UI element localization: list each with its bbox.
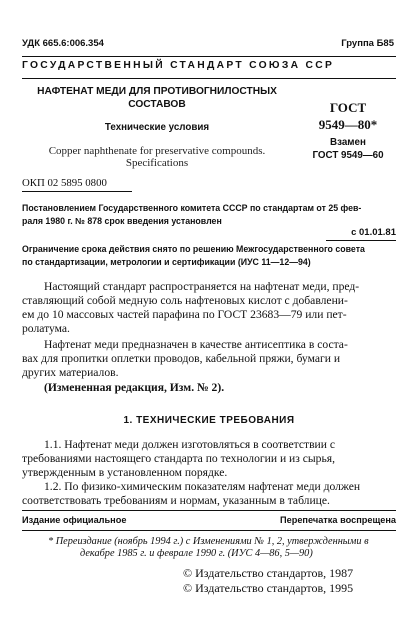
header-rule-top [22, 56, 396, 57]
standard-title: ГОСУДАРСТВЕННЫЙ СТАНДАРТ СОЮЗА ССР [22, 60, 335, 71]
group-code: Группа Б85 [341, 38, 394, 49]
limitation-line-1: Ограничение срока действия снято по решению Межгосударственного совета [22, 244, 365, 254]
english-title-line-1: Copper naphthenate for preservative compounds. [48, 145, 266, 157]
document-subtitle: Технические условия [104, 122, 210, 133]
decree-text [22, 202, 396, 228]
document-title-line-2: СОСТАВОВ [128, 99, 186, 110]
intro-p1-line-2: ставляющий собой медную соль нафтеновых кислот с добавлени- [22, 294, 348, 307]
intro-p1-line-3: ем до 10 массовых частей парафина по ГОСТ 23683—79 или пет- [22, 308, 347, 321]
clause-1-2-line-1: 1.2. По физико-химическим показателям нафтенат меди должен [44, 480, 361, 493]
decree-date: с 01.01.81 [351, 227, 396, 238]
clause-1-1-line-1: 1.1. Нафтенат меди должен изготовляться в соответствии с [44, 438, 336, 451]
amendment-note: (Измененная редакция, Изм. № 2). [44, 381, 225, 394]
gost-number: 9549—80* [318, 117, 378, 132]
decree-date-rule [326, 240, 396, 241]
document-title [22, 85, 292, 111]
intro-p2-line-1: Нафтенат меди предназначен в качестве антисептика в соста- [44, 338, 348, 351]
intro-paragraph-2 [22, 338, 396, 380]
section-heading: 1. ТЕХНИЧЕСКИЕ ТРЕБОВАНИЯ [123, 415, 295, 426]
clause-1-2-line-2: соответствовать требованиям и нормам, указанным в таблице. [22, 494, 330, 507]
decree-line-2: раля 1980 г. № 878 срок введения установлен [22, 216, 222, 226]
english-title-line-2: Specifications [125, 157, 189, 169]
reissue-note-line-1: * Переиздание (ноябрь 1994 г.) с Изменениями № 1, 2, утвержденными в [48, 536, 369, 547]
reissue-note-line-2: декабре 1985 г. и феврале 1990 г. (ИУС 4—86, 5—90) [80, 548, 313, 559]
footer-rule [22, 510, 396, 511]
udk-code: УДК 665.6:006.354 [22, 38, 104, 49]
copyright-1995: © Издательство стандартов, 1995 [183, 581, 354, 595]
intro-p1-line-4: ролатума. [22, 322, 70, 335]
clause-1-1-line-3: утвержденным в установленном порядке. [22, 466, 228, 479]
replaces-label: Взамен [330, 137, 366, 148]
reprint-prohibited: Перепечатка воспрещена [280, 515, 396, 525]
replaces-value: ГОСТ 9549—60 [312, 150, 384, 161]
clause-1-2 [22, 480, 396, 508]
intro-p1-line-1: Настоящий стандарт распространяется на нафтенат меди, пред- [44, 280, 360, 293]
document-title-line-1: НАФТЕНАТ МЕДИ ДЛЯ ПРОТИВОГНИЛОСТНЫХ [37, 86, 277, 97]
copyright-1987: © Издательство стандартов, 1987 [183, 566, 354, 580]
okp-code: ОКП 02 5895 0800 [22, 177, 107, 189]
official-edition: Издание официальное [22, 515, 127, 525]
header-rule-bottom [22, 78, 396, 79]
gost-label: ГОСТ [329, 100, 367, 115]
intro-p2-line-3: других материалов. [22, 366, 119, 379]
clause-1-1-line-2: требованиями настоящего стандарта по технологии и из сырья, [22, 452, 335, 465]
intro-p2-line-2: вах для пропитки оплетки проводов, кабельной пряжи, бумаги и [22, 352, 341, 365]
reissue-note [48, 536, 398, 560]
english-title [22, 145, 292, 169]
intro-paragraph-1 [22, 280, 396, 336]
footer-rule-2 [22, 530, 396, 531]
okp-rule [22, 191, 132, 192]
limitation-line-2: по стандартизации, метрологии и сертификации (ИУС 11—12—94) [22, 257, 311, 267]
decree-line-1: Постановлением Государственного комитета СССР по стандартам от 25 фев- [22, 203, 362, 213]
clause-1-1 [22, 438, 396, 480]
limitation-text [22, 243, 396, 269]
